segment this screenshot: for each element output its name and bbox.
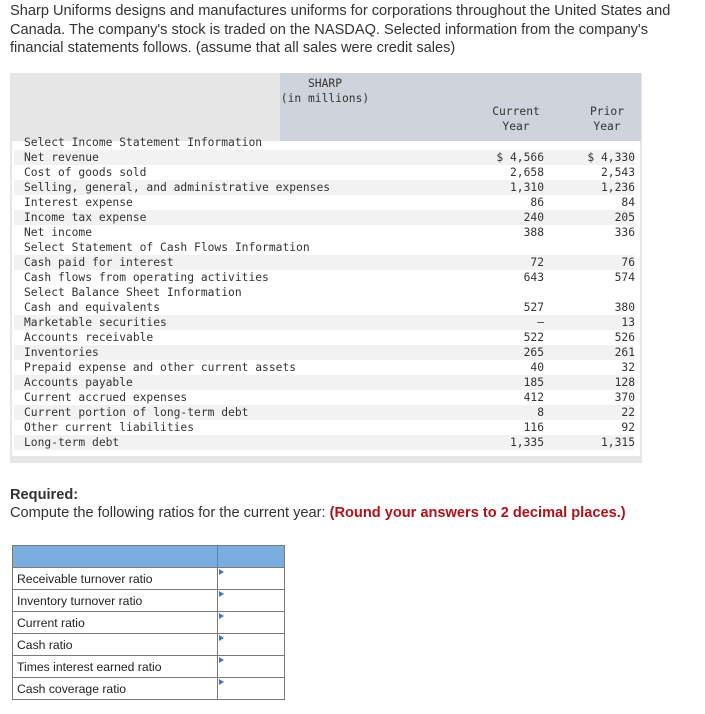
ratio-answer-input[interactable] bbox=[224, 612, 284, 633]
row-label: Select Balance Sheet Information bbox=[24, 286, 242, 299]
current-year-value: 643 bbox=[523, 271, 544, 284]
ratio-answer-input[interactable] bbox=[224, 590, 284, 611]
prior-year-value: 2,543 bbox=[600, 166, 635, 179]
ratio-label: Cash coverage ratio bbox=[13, 678, 218, 700]
table-row bbox=[14, 300, 634, 315]
answer-row bbox=[13, 568, 285, 590]
row-label: Cost of goods sold bbox=[24, 166, 147, 179]
table-row bbox=[14, 405, 634, 420]
row-label: Cash and equivalents bbox=[24, 301, 161, 314]
units-label: (in millions) bbox=[280, 92, 370, 105]
prior-year-value: 84 bbox=[621, 196, 635, 209]
row-label: Selling, general, and administrative expenses bbox=[24, 181, 331, 194]
table-row bbox=[14, 240, 634, 255]
current-year-value: 86 bbox=[530, 196, 544, 209]
current-year-value: 116 bbox=[523, 421, 544, 434]
required-section bbox=[10, 486, 626, 522]
table-row bbox=[14, 255, 634, 270]
row-label: Prepaid expense and other current assets bbox=[24, 361, 297, 374]
current-year-value: 2,658 bbox=[509, 166, 544, 179]
current-year-value: 185 bbox=[523, 376, 544, 389]
row-label: Cash paid for interest bbox=[24, 256, 174, 269]
row-label: Cash flows from operating activities bbox=[24, 271, 269, 284]
ratio-answer-input[interactable] bbox=[224, 568, 284, 589]
answer-row bbox=[13, 612, 285, 634]
prior-year-value: 1,236 bbox=[600, 181, 635, 194]
prior-year-value: 574 bbox=[614, 271, 635, 284]
ratio-label: Receivable turnover ratio bbox=[13, 568, 218, 590]
table-row bbox=[14, 180, 634, 195]
prior-year-value: 32 bbox=[621, 361, 635, 374]
table-row bbox=[14, 330, 634, 345]
current-year-value: 240 bbox=[523, 211, 544, 224]
row-label: Long-term debt bbox=[24, 436, 120, 449]
current-year-value: 522 bbox=[523, 331, 544, 344]
row-label: Current accrued expenses bbox=[24, 391, 188, 404]
table-row bbox=[14, 225, 634, 240]
current-year-value: 72 bbox=[530, 256, 544, 269]
prior-year-value: 336 bbox=[614, 226, 635, 239]
rounding-note: (Round your answers to 2 decimal places.) bbox=[329, 505, 626, 521]
answer-cell[interactable] bbox=[218, 568, 285, 590]
ratio-label: Cash ratio bbox=[13, 634, 218, 656]
prior-year-value: $ 4,330 bbox=[587, 151, 635, 164]
prior-year-value: 261 bbox=[614, 346, 635, 359]
row-label: Marketable securities bbox=[24, 316, 167, 329]
answer-row bbox=[13, 678, 285, 700]
current-year-value: 1,335 bbox=[509, 436, 544, 449]
table-row bbox=[14, 150, 634, 165]
answer-cell[interactable] bbox=[218, 590, 285, 612]
answer-header-label-cell bbox=[13, 546, 218, 568]
table-row bbox=[14, 270, 634, 285]
table-row bbox=[14, 210, 634, 225]
row-label: Select Income Statement Information bbox=[24, 136, 263, 149]
row-label: Accounts receivable bbox=[24, 331, 154, 344]
prior-year-value: 13 bbox=[621, 316, 635, 329]
table-row bbox=[14, 375, 634, 390]
current-year-value: 388 bbox=[523, 226, 544, 239]
answer-cell[interactable] bbox=[218, 634, 285, 656]
current-year-value: 412 bbox=[523, 391, 544, 404]
problem-intro: Sharp Uniforms designs and manufactures uniforms for corporations throughout the United States and Canada. The company's stock is traded on the NASDAQ. Selected information from the company's financial statements follows. (assume that all sales were credit sales) bbox=[10, 3, 671, 56]
financial-table bbox=[10, 73, 642, 463]
prior-year-value: 92 bbox=[621, 421, 635, 434]
table-row bbox=[14, 315, 634, 330]
current-year-value: $ 4,566 bbox=[496, 151, 544, 164]
row-label: Interest expense bbox=[24, 196, 133, 209]
row-label: Income tax expense bbox=[24, 211, 147, 224]
answer-row bbox=[13, 656, 285, 678]
company-header bbox=[280, 76, 370, 106]
table-row bbox=[14, 420, 634, 435]
prior-year-value: 205 bbox=[614, 211, 635, 224]
prior-year-value: 380 bbox=[614, 301, 635, 314]
ratio-label: Times interest earned ratio bbox=[13, 656, 218, 678]
prior-year-value: 128 bbox=[614, 376, 635, 389]
current-year-value: 265 bbox=[523, 346, 544, 359]
answer-cell[interactable] bbox=[218, 612, 285, 634]
answer-table bbox=[12, 545, 285, 700]
answer-cell[interactable] bbox=[218, 656, 285, 678]
row-label: Select Statement of Cash Flows Information bbox=[24, 241, 310, 254]
row-label: Current portion of long-term debt bbox=[24, 406, 249, 419]
prior-year-value: 370 bbox=[614, 391, 635, 404]
current-year-value: 1,310 bbox=[509, 181, 544, 194]
required-text: Compute the following ratios for the current year: bbox=[10, 505, 330, 521]
company-name: SHARP bbox=[307, 77, 342, 90]
row-label: Other current liabilities bbox=[24, 421, 195, 434]
current-year-header: Current Year bbox=[492, 105, 540, 133]
ratio-label: Inventory turnover ratio bbox=[13, 590, 218, 612]
row-label: Accounts payable bbox=[24, 376, 133, 389]
prior-year-header: Prior Year bbox=[589, 105, 624, 133]
table-row bbox=[14, 195, 634, 210]
table-row bbox=[14, 135, 634, 150]
row-label: Net revenue bbox=[24, 151, 99, 164]
table-row bbox=[14, 345, 634, 360]
ratio-answer-input[interactable] bbox=[224, 656, 284, 677]
table-row bbox=[14, 390, 634, 405]
current-year-value: — bbox=[537, 316, 544, 329]
prior-year-value: 1,315 bbox=[600, 436, 635, 449]
table-row bbox=[14, 360, 634, 375]
answer-row bbox=[13, 590, 285, 612]
row-label: Inventories bbox=[24, 346, 99, 359]
table-row bbox=[14, 165, 634, 180]
ratio-label: Current ratio bbox=[13, 612, 218, 634]
table-row bbox=[14, 285, 634, 300]
answer-row bbox=[13, 634, 285, 656]
current-year-value: 8 bbox=[537, 406, 544, 419]
prior-year-value: 526 bbox=[614, 331, 635, 344]
ratio-answer-input[interactable] bbox=[224, 678, 284, 699]
answer-header-value-cell bbox=[218, 546, 285, 568]
answer-cell[interactable] bbox=[218, 678, 285, 700]
answer-header-row bbox=[13, 546, 285, 568]
row-label: Net income bbox=[24, 226, 93, 239]
required-heading: Required: bbox=[10, 487, 79, 503]
current-year-value: 527 bbox=[523, 301, 544, 314]
prior-year-value: 22 bbox=[621, 406, 635, 419]
ratio-answer-input[interactable] bbox=[224, 634, 284, 655]
prior-year-value: 76 bbox=[621, 256, 635, 269]
table-row bbox=[14, 435, 634, 450]
current-year-value: 40 bbox=[530, 361, 544, 374]
